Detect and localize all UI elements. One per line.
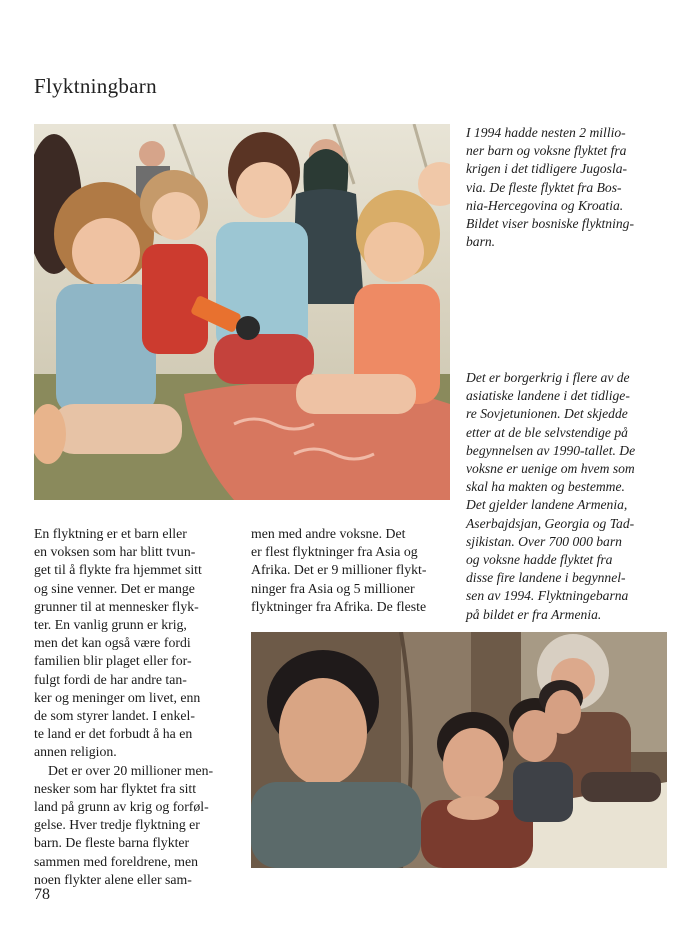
body-line: er flest flyktninger fra Asia og [251,544,418,560]
body-line: Afrika. Det er 9 millioner flykt- [251,562,427,578]
body-line: ker og meninger om livet, enn [34,689,201,705]
body-line: familien blir plaget eller for- [34,653,192,669]
caption-line: begynnelsen av 1990-tallet. De [466,442,636,458]
body-line: gelse. Hver tredje flyktning er [34,817,200,833]
caption-line: Bildet viser bosniske flyktning- [466,216,634,232]
caption-line: sjikistan. Over 700 000 barn [466,533,622,549]
caption-line: på bildet er fra Armenia. [466,606,602,622]
body-line: og sine venner. Det er mange [34,580,195,596]
body-line: get til å flykte fra hjemmet sitt [34,562,202,578]
body-line: En flyktning er et barn eller [34,526,187,541]
page-number: 78 [34,886,50,903]
body-line: te land er det forbudt å ha en [34,726,193,742]
caption-armenian-children [466,369,666,624]
body-line: land på grunn av krig og forføl- [34,799,209,815]
caption-line: ner barn og voksne flyktet fra [466,143,627,159]
body-line: barn. De fleste barna flykter [34,835,190,851]
body-line: ter. En vanlig grunn er krig, [34,617,187,633]
caption-line: disse fire landene i begynnel- [466,570,626,586]
body-line: fulgt fordi de har andre tan- [34,671,187,687]
body-paragraph [34,762,234,889]
body-line: de som styrer landet. I enkel- [34,708,195,724]
caption-line: etter at de ble selvstendige på [466,424,628,440]
body-line: men med andre voksne. Det [251,526,406,541]
page-title: Flyktningbarn [34,74,157,98]
caption-line: re Sovjetunionen. Det skjedde [466,406,628,422]
caption-line: I 1994 hadde nesten 2 millio- [466,125,626,140]
body-line: noen flykter alene eller sam- [34,871,192,887]
body-column-right [251,525,451,616]
caption-line: krigen i det tidligere Jugosla- [466,161,628,177]
body-line: Det er over 20 millioner men- [48,762,214,778]
caption-line: Det er borgerkrig i flere av de [466,370,630,385]
caption-line: nia-Hercegovina og Kroatia. [466,197,624,213]
body-paragraph [34,525,234,762]
caption-line: skal ha makten og bestemme. [466,479,625,495]
body-line: grunner til at mennesker flyk- [34,598,199,614]
caption-bosnian-children [466,124,666,251]
body-line: flyktninger fra Afrika. De fleste [251,598,427,614]
body-line: sammen med foreldrene, men [34,853,198,869]
body-paragraph [251,525,451,616]
caption-line: asiatiske landene i det tidlige- [466,388,630,404]
caption-line: sen av 1994. Flyktningebarna [466,588,629,604]
body-line: ninger fra Asia og 5 millioner [251,580,415,596]
caption-line: Aserbajdsjan, Georgia og Tad- [466,515,635,531]
body-line: men det kan også være fordi [34,635,191,651]
caption-line: barn. [466,234,496,250]
body-line: en voksen som har blitt tvun- [34,544,196,560]
body-column-left [34,525,234,889]
photo-armenian-refugee-children [251,632,667,868]
caption-line: og voksne hadde flyktet fra [466,552,613,568]
caption-line: via. De fleste flyktet fra Bos- [466,179,622,195]
body-line: annen religion. [34,744,117,760]
photo-bosnian-refugee-children [34,124,450,500]
caption-line: voksne er uenige om hvem som [466,461,635,477]
caption-line: Det gjelder landene Armenia, [466,497,628,513]
body-line: nesker som har flyktet fra sitt [34,780,197,796]
